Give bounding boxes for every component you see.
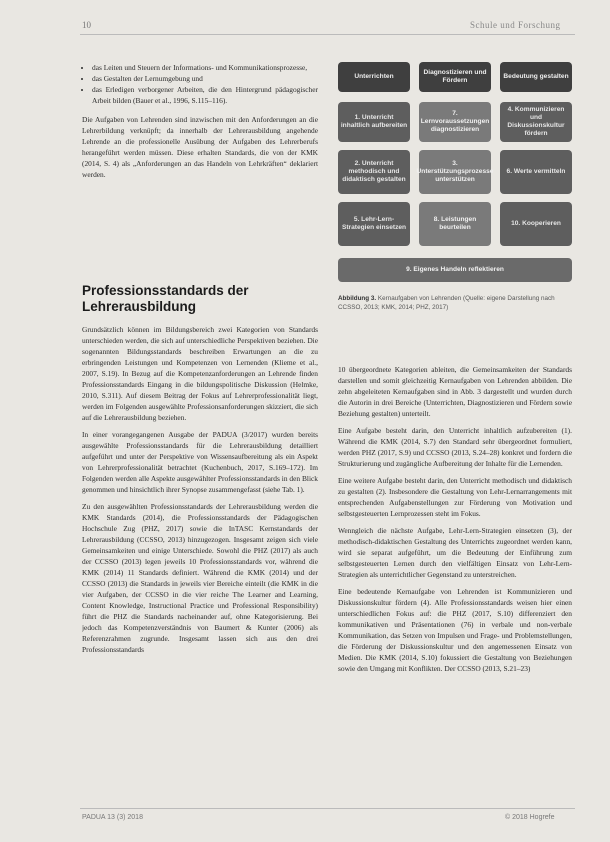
paragraph: Zu den ausgewählten Professionsstandards der Lehrerausbildung werden die KMK Standards (2014), die Professionsstandards der Pädagogischen Hochschule Zug (PHZ, 2017) sowie die InTASC Kernstandards der Lehrerausbildung (CCSSO, 2013) hinzugezogen. Insgesamt zeigen sich viele Gemeinsamkeiten und einige Unterschiede. Sowohl die PHZ (2017) als auch der CCSSO (2013) legen jeweils 10 Professionsstandards vor, während die KMK (2014) 11 Standards definiert. Während die KMK (2014) und der CCSSO (2013) die Standards in jeweils vier Bereiche einteilt (die KMK in die vier Aufgaben, der CCSSO in die vier reiche The Learner and Learning, Content Knowledge, Instructional Practice und Professional Responsibility) führt die PHZ die Standards nacheinander auf, ohne Kategorisierung. Bei jedoch das Kompetenzverständnis von Baumert & Kunter (2006) als Referenzrahmen zugrunde. Insgesamt lassen sich aus den drei Professionsstandards: [82, 502, 318, 654]
diagram-header-teaching: Unterrichten: [338, 62, 410, 92]
right-column-body: [338, 364, 572, 806]
caption-label: Abbildung 3.: [338, 295, 377, 302]
diagram-header-relationship: Bedeutung gestalten: [500, 62, 572, 92]
list-item: • das Gestalten der Lernumgebung und: [92, 73, 318, 84]
left-column-body: [82, 324, 318, 806]
diagram-cell: 4. Kommunizieren und Diskussionskultur fördern: [500, 102, 572, 142]
diagram-cell: 3. Unterstützungsprozesse unterstützen: [419, 150, 491, 194]
diagram-header-diagnosing: Diagnostizieren und Fördern: [419, 62, 491, 92]
figure-caption: [338, 294, 572, 312]
diagram-cell: 8. Leistungen beurteilen: [419, 202, 491, 246]
diagram-cell: 7. Lernvoraussetzungen diagnostizieren: [419, 102, 491, 142]
diagram-cell: 5. Lehr-Lern-Strategien einsetzen: [338, 202, 410, 246]
diagram-cell: 2. Unterricht methodisch und didaktisch gestalten: [338, 150, 410, 194]
diagram-footer-bar: 9. Eigenes Handeln reflektieren: [338, 258, 572, 282]
left-column-top: [82, 62, 318, 186]
page-number: 10: [82, 20, 91, 30]
section-heading: Professionsstandards der Lehrerausbildung: [82, 283, 249, 314]
list-item: • das Leiten und Steuern der Informations- und Kommunikationsprozesse,: [92, 62, 318, 73]
paragraph: In einer vorangegangenen Ausgabe der PADUA (3/2017) wurden bereits ausgewählte Professionsstandards für die Lehrerausbildung detailliert aufgeführt und unter der Perspektive von Wissensaufbereitung als ein Aspekt von Lehrerprofessionalität betrachtet (Kuchenbuch, 2017, S.169–172). Im Folgenden werden alle Aspekte ausgewählter Professionsstandards in den Blick genommen und hinsichtlich ihrer Synopse zusammengefasst (siehe Tab. 1).: [82, 430, 318, 494]
caption-text: Kernaufgaben von Lehrenden (Quelle: eigene Darstellung nach CCSSO, 2013; KMK, 2014; PHZ, 2017): [338, 295, 555, 311]
footer-journal: PADUA 13 (3) 2018: [82, 814, 143, 821]
footer-publisher: © 2018 Hogrefe: [505, 814, 555, 821]
list-item: • das Erledigen verborgener Arbeiten, die den Hintergrund pädagogischer Arbeit bilden (Bauer et al., 1996, S.115–116).: [92, 84, 318, 106]
core-tasks-diagram: [338, 62, 572, 284]
footer-divider: [80, 808, 575, 809]
paragraph: Eine Aufgabe besteht darin, den Unterricht inhaltlich aufzubereiten (1). Während die KMK (2014, S.7) den Standard sehr übergeordnet formuliert, werden PHZ (2017, S.9) und CCSSO (2013, S.24–28) konkret und fordern die Strukturierung und zugängliche Aufbereitung der Inhalte für die Lernenden.: [338, 426, 572, 468]
paragraph: Eine bedeutende Kernaufgabe von Lehrenden ist Kommunizieren und Diskussionskultur fördern (4). Alle Professionsstandards weisen hier einen unterschiedlichen Fokus auf: die PHZ (2017, S.10) differenziert den kommunikativen und Präsentationen (76) in verbale und non-verbale Kommunikation, das Setzen von Impulsen und Frage- und Problemstellungen, die Förderung der Diskussionskultur und den angemessenen Einsatz von Medien. Die KMK (2014, S.10) fokussiert die Gestaltung von Beziehungen sowie den Umgang mit Konflikten. Der CCSSO (2013, S.21–23): [338, 587, 572, 673]
paragraph: Wenngleich die nächste Aufgabe, Lehr-Lern-Strategien einsetzen (3), der methodisch-didaktischen Gestaltung des Unterrichts zugeordnet werden kann, wird sie separat aufgeführt, um die Bedeutung der Einführung zum selbstgesteuerten Lernen durch den vielfältigen Einsatz von Lehr-Lern-Strategien als unterrichtlicher Gegenstand zu unterstreichen.: [338, 526, 572, 579]
paragraph: 10 übergeordnete Kategorien ableiten, die Gemeinsamkeiten der Standards darstellen und somit gleichzeitig Kernaufgaben von Lehrenden abbilden. Die zehn abgeleiteten Kernaufgaben sind in Abb. 3 dargestellt und wurden durch die Autorin in drei Bereiche (Unterrichten, Diagnostizieren und Fördern sowie Beziehung gestalten) unterteilt.: [338, 365, 572, 418]
diagram-cell: 1. Unterricht inhaltlich aufbereiten: [338, 102, 410, 142]
paragraph: Die Aufgaben von Lehrenden sind inzwischen mit den Anforderungen an die Lehrerbildung verknüpft; da innerhalb der Lehrerausbildung angehende Lehrende an die professionelle Ausübung der Aufgaben des Lehrerberufs herangeführt werden müssen. Diese erhalten Standards, die von der KMK (2014, S. 4) als „Anforderungen an das Handeln von Lehrkräften“ deklariert werden.: [82, 115, 318, 179]
paragraph: Eine weitere Aufgabe besteht darin, den Unterricht methodisch und didaktisch zu gestalten (2). Insbesondere die Gestaltung von Lehr-Lernarrangements mit entsprechenden Aufgabenstellungen zur Förderung von Motivation und selbstgesteuerten Lernprozessen steht im Fokus.: [338, 476, 572, 518]
task-list: [82, 62, 318, 106]
paragraph: Grundsätzlich können im Bildungsbereich zwei Kategorien von Standards unterschieden werden, die sich auf unterschiedliche Perspektiven beziehen. Die sogenannten Bildungsstandards beschreiben Erwartungen an die zu erbringenden Leistungen und Kompetenzen von Lernenden (Klieme et al., 2007, S.19). In Bezug auf die Kompetenzanforderungen an Lehrende finden Professionsstandards Eingang in die bildungspolitische Diskussion (Helmke, 2010, S.311). Auf diesem Beitrag der Fokus auf Lehrerprofessionalität liegt, werden im Folgenden ausgewählte Professionsanforderungen skizziert, die sich auf die Lehrerausbildung beziehen.: [82, 325, 318, 422]
diagram-cell: 6. Werte vermitteln: [500, 150, 572, 194]
header-divider: [80, 34, 575, 35]
running-title: Schule und Forschung: [470, 20, 561, 30]
diagram-cell: 10. Kooperieren: [500, 202, 572, 246]
